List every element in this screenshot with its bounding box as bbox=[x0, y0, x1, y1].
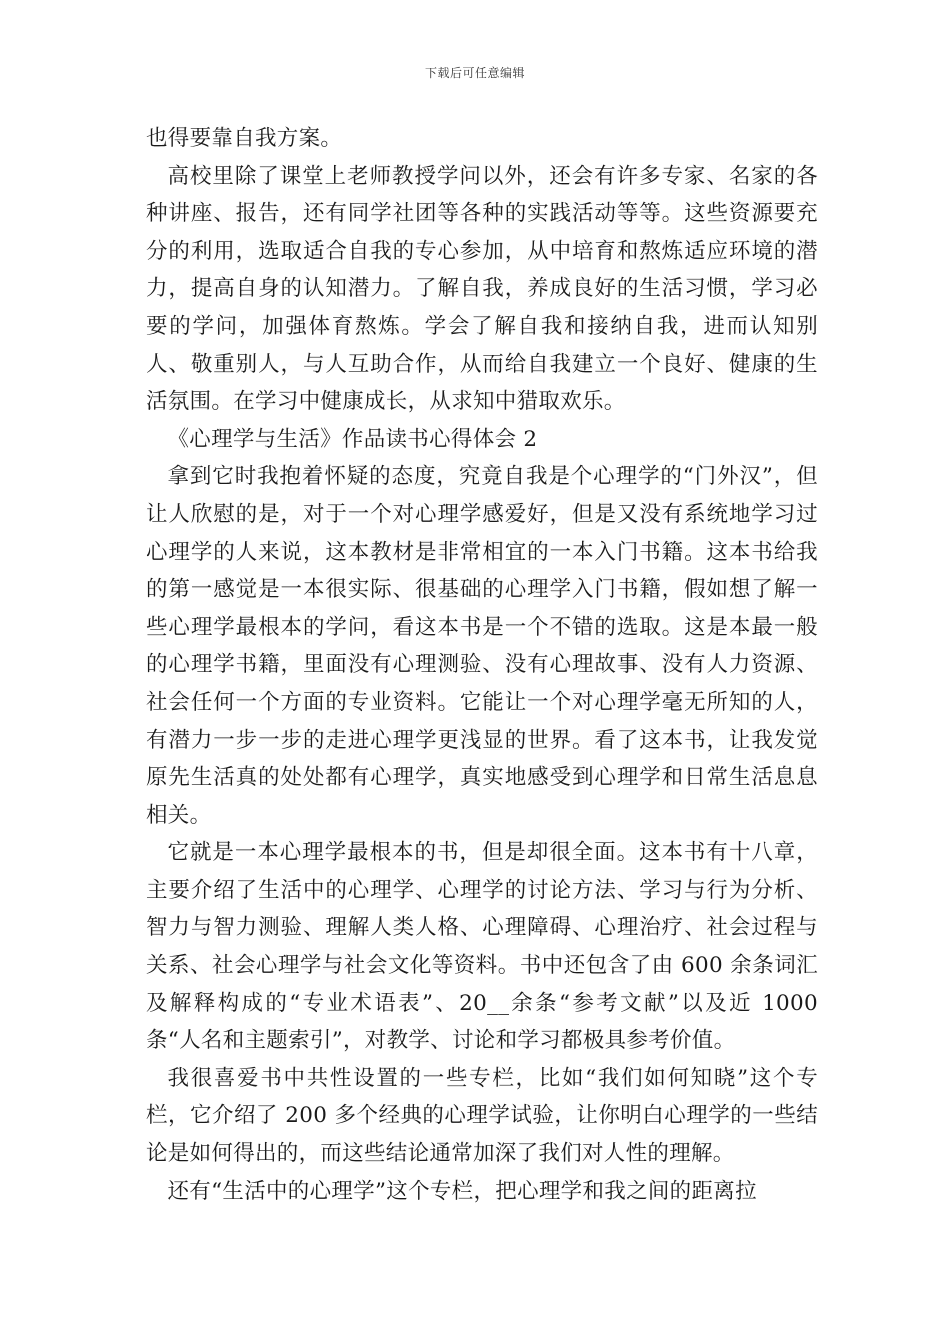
paragraph: 还有“生活中的心理学”这个专栏，把心理学和我之间的距离拉 bbox=[167, 1178, 757, 1204]
paragraph: 也得要靠自我方案。 bbox=[146, 126, 343, 151]
header-note: 下载后可任意编辑 bbox=[424, 66, 525, 80]
paragraph: 它就是一本心理学最根本的书，但是却很全面。这本书有十八章，主要介绍了生活中的心理学、心理学的讨论方法、学习与行为分析、智力与智力测验、理解人类人格、心理障碍、心理治疗、社会过程与关系、社会心理学与社会文化等资料。书中还包含了由 600 余条词汇及解释构成的“专业术语表”、20__余条“参考文献”以及近 1000 条“人名和主题索引”，对教学、讨论和学习都极具参考价值。 bbox=[146, 840, 818, 1054]
paragraph: 高校里除了课堂上老师教授学问以外，还会有许多专家、名家的各种讲座、报告，还有同学社团等各种的实践活动等等。这些资源要充分的利用，选取适合自我的专心参加，从中培育和熬炼适应环境的潜力，提高自身的认知潜力。了解自我，养成良好的生活习惯，学习必要的学问，加强体育熬炼。学会了解自我和接纳自我，进而认知别人、敬重别人，与人互助合作，从而给自我建立一个良好、健康的生活氛围。在学习中健康成长，从求知中猎取欢乐。 bbox=[146, 163, 818, 415]
section-title: 《心理学与生活》作品读书心得体会 2 bbox=[167, 426, 538, 452]
document-body bbox=[146, 120, 818, 1210]
paragraph: 我很喜爱书中共性设置的一些专栏，比如“我们如何知晓”这个专栏，它介绍了 200 多个经典的心理学试验，让你明白心理学的一些结论是如何得出的，而这些结论通常加深了我们对人性的理解。 bbox=[146, 1065, 818, 1167]
paragraph: 拿到它时我抱着怀疑的态度，究竟自我是个心理学的“门外汉”，但让人欣慰的是，对于一个对心理学感爱好，但是又没有系统地学习过心理学的人来说，这本教材是非常相宜的一本入门书籍。这本书给我的第一感觉是一本很实际、很基础的心理学入门书籍，假如想了解一些心理学最根本的学问，看这本书是一个不错的选取。这是本最一般的心理学书籍，里面没有心理测验、没有心理故事、没有人力资源、社会任何一个方面的专业资料。它能让一个对心理学毫无所知的人，有潜力一步一步的走进心理学更浅显的世界。看了这本书，让我发觉原先生活真的处处都有心理学，真实地感受到心理学和日常生活息息相关。 bbox=[146, 464, 818, 828]
